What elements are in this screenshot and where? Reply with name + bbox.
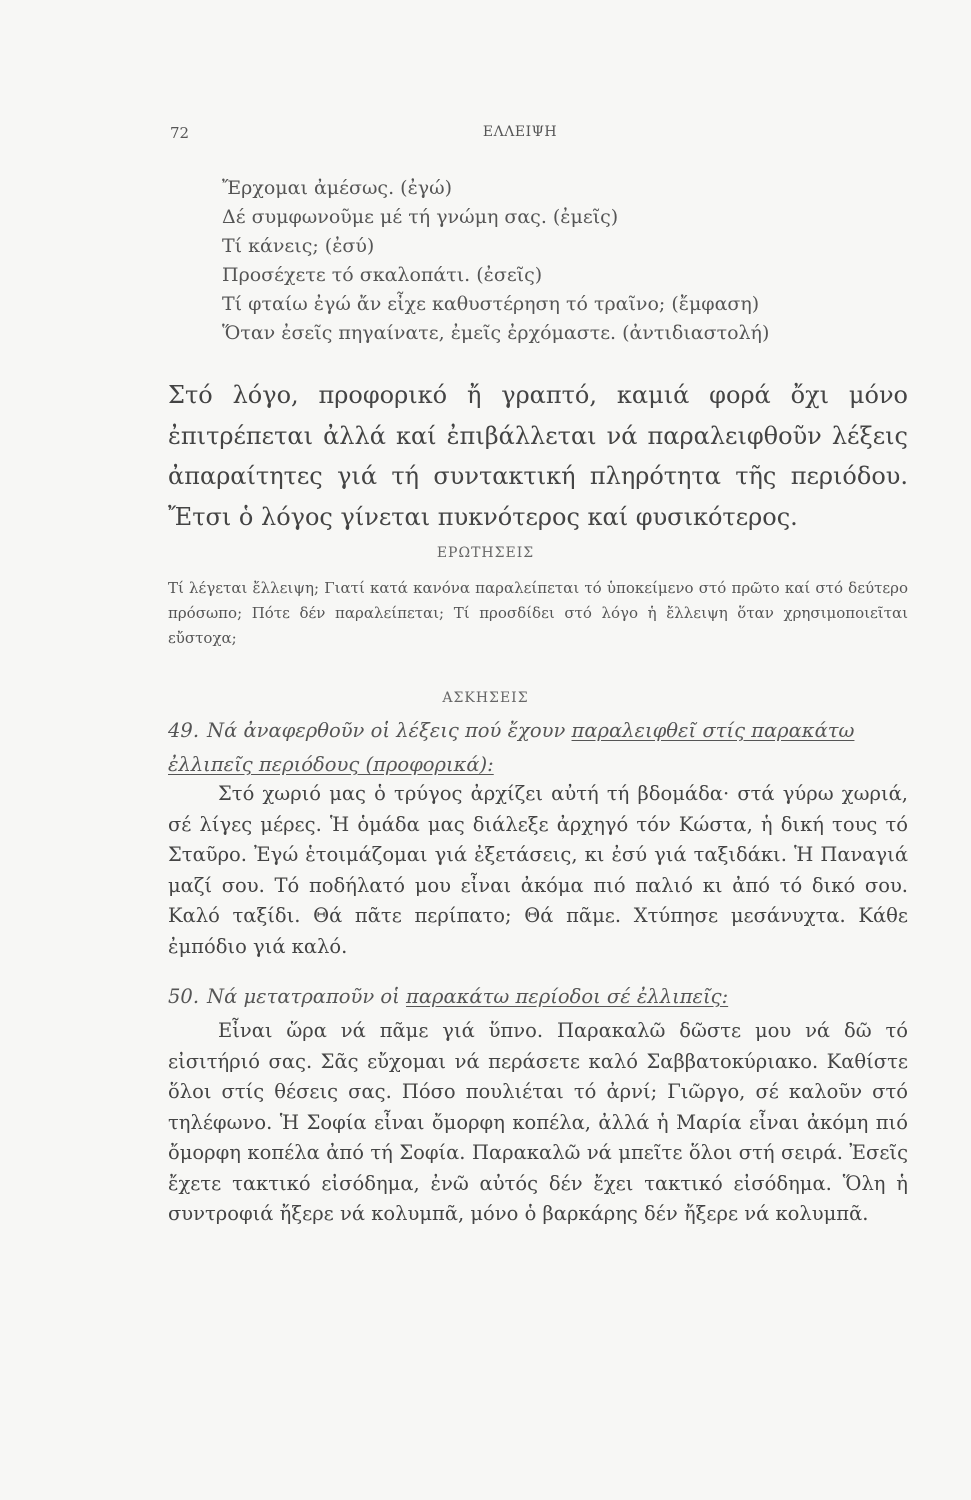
page-number: 72: [170, 124, 190, 142]
instruction-underlined: παρακάτω περίοδοι σέ ἐλλιπεῖς:: [406, 985, 729, 1008]
instruction-text: Νά ἀναφερθοῦν οἱ λέξεις πού ἔχουν: [207, 719, 572, 742]
exercises-heading: ΑΣΚΗΣΕΙΣ: [442, 690, 529, 706]
exercise-number: 50.: [168, 985, 200, 1008]
page-header: [0, 124, 971, 148]
questions-text: Τί λέγεται ἔλλειψη; Γιατί κατά κανόνα παραλείπεται τό ὑποκείμενο στό πρῶτο καί στό δεύτερο πρόσωπο; Πότε δέν παραλείπεται; Τί προσδίδει στό λόγο ἡ ἔλλειψη ὅταν χρησιμοποιεῖται εὔστοχα;: [168, 579, 908, 647]
questions-heading: ΕΡΩΤΗΣΕΙΣ: [436, 545, 535, 561]
exercise-50-instruction: [168, 980, 908, 1014]
example-line: Προσέχετε τό σκαλοπάτι. (ἐσεῖς): [222, 264, 543, 286]
exercise-50-text: Εἶναι ὥρα νά πᾶμε γιά ὕπνο. Παρακαλῶ δῶστε μου νά δῶ τό εἰσιτήριό σας. Σᾶς εὔχομαι νά περάσετε καλό Σαββατοκύριακο. Καθίστε ὅλοι στίς θέσεις σας. Πόσο πουλιέται τό ἀρνί; Γιῶργο, σέ καλοῦν στό τηλέφωνο. Ἡ Σοφία εἶναι ὄμορφη κοπέλα, ἀλλά ἡ Μαρία εἶναι ἀκόμη πιό ὄμορφη κοπέλα ἀπό τή Σοφία. Παρακαλῶ νά μπεῖτε ὅλοι στή σειρά. Ἐσεῖς ἔχετε τακτικό εἰσόδημα, ἐνῶ αὐτός δέν ἔχει τακτικό εἰσόδημα. Ὅλη ἡ συντροφιά ἤξερε νά κολυμπᾶ, μόνο ὁ βαρκάρης δέν ἤξερε νά κολυμπᾶ.: [168, 1019, 908, 1225]
example-line: Τί φταίω ἐγώ ἄν εἶχε καθυστέρηση τό τραῖνο; (ἔμφαση): [222, 293, 760, 315]
example-sentences: [222, 174, 842, 348]
example-line: Δέ συμφωνοῦμε μέ τή γνώμη σας. (ἐμεῖς): [222, 206, 619, 228]
instruction-underlined: παραλειφθεῖ στίς παρακάτω ἐλλιπεῖς περιόδους (προφορικά):: [168, 719, 855, 776]
running-title: ΕΛΛΕΙΨΗ: [482, 124, 558, 140]
exercise-49-text: Στό χωριό μας ὁ τρύγος ἀρχίζει αὐτή τή βδομάδα· στά γύρω χωριά, σέ λίγες μέρες. Ἡ ὁμάδα μας διάλεξε ἀρχηγό τόν Κώστα, ἡ δική τους τό Σταῦρο. Ἐγώ ἑτοιμάζομαι γιά ἐξετάσεις, κι ἐσύ γιά ταξιδάκι. Ἡ Παναγιά μαζί σου. Τό ποδήλατό μου εἶναι ἀκόμα πιό παλιό κι ἀπό τό δικό σου. Καλό ταξίδι. Θά πᾶτε περίπατο; Θά πᾶμε. Χτύπησε μεσάνυχτα. Κάθε ἐμπόδιο γιά καλό.: [168, 782, 908, 958]
exercise-number: 49.: [168, 719, 200, 742]
example-line: Ἔρχομαι ἀμέσως. (ἐγώ): [222, 177, 453, 199]
instruction-text: Νά μετατραποῦν οἱ: [207, 985, 407, 1008]
main-paragraph: Στό λόγο, προφορικό ἤ γραπτό, καμιά φορά ὄχι μόνο ἐπιτρέπεται ἀλλά καί ἐπιβάλλεται νά παραλειφθοῦν λέξεις ἀπαραίτητες γιά τή συντακτική πληρότητα τῆς περιόδου. Ἔτσι ὁ λόγος γίνεται πυκνότερος καί φυσικότερος.: [168, 381, 908, 531]
exercise-49-instruction: [168, 714, 908, 782]
example-line: Τί κάνεις; (ἐσύ): [222, 235, 375, 257]
example-line: Ὅταν ἐσεῖς πηγαίνατε, ἐμεῖς ἐρχόμαστε. (ἀντιδιαστολή): [222, 322, 770, 344]
